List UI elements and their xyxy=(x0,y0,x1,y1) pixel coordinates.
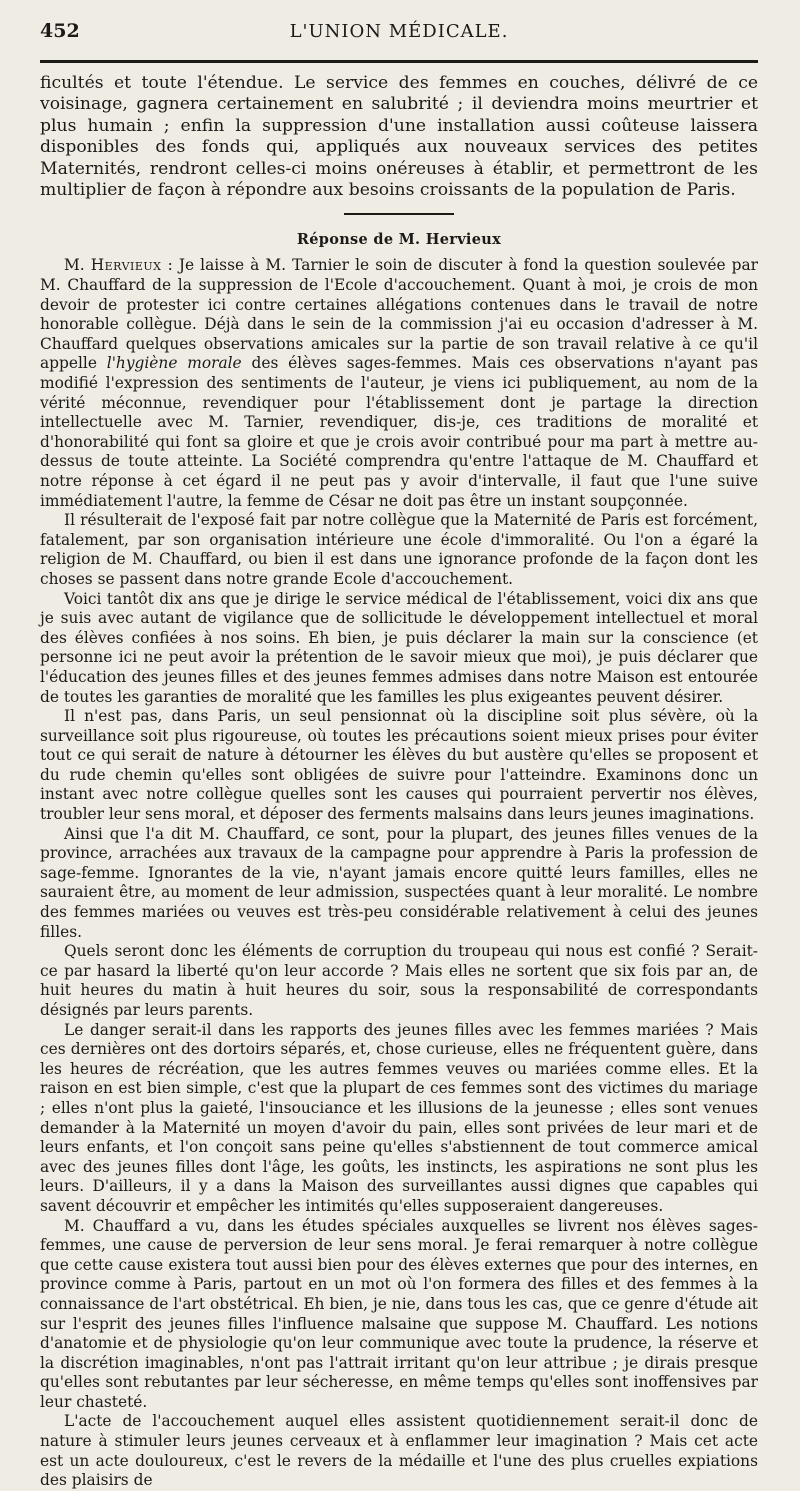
paragraph-hervieux-opening xyxy=(40,256,758,511)
opening-text-1: : Je laisse à M. Tarnier le soin de discuter à fond la question soulevée par M. Chauffard de la suppression de l'Ecole d'accouchement. Quant à moi, je crois de mon devoir de protester ici contre certaines allégations contenues dans le travail de notre honorable collègue. Déjà dans le sein de la commission j'ai eu occasion d'adresser à M. Chauffard quelques observations amicales sur la partie de son travail relative à ce qu'il appelle xyxy=(40,256,759,373)
running-head xyxy=(40,20,758,54)
paragraph: M. Chauffard a vu, dans les études spéciales auxquelles se livrent nos élèves sages-femmes, une cause de perversion de leur sens moral. Je ferai remarquer à notre collègue que cette cause existera tout aussi bien pour des élèves externes que pour des internes, en province comme à Paris, partout en un mot où l'on formera des filles et des femmes à la connaissance de l'art obstétrical. Eh bien, je nie, dans tous les cas, que ce genre d'étude ait sur l'esprit des jeunes filles l'influence malsaine que suppose M. Chauffard. Les notions d'anatomie et de physiologie qu'on leur communique avec toute la prudence, la réserve et la discrétion imaginables, n'ont pas l'attrait irritant qu'on leur attribue ; je dirais presque qu'elles sont rebutantes par leur sécheresse, en même temps qu'elles sont inoffensives par leur chasteté. xyxy=(40,1216,758,1411)
article-body xyxy=(40,256,758,1490)
paragraph: Le danger serait-il dans les rapports des jeunes filles avec les femmes mariées ? Mais ces dernières ont des dortoirs séparés, et, chose curieuse, elles ne fréquentent guère, dans les heures de récréation, que les autres femmes veuves ou mariées comme elles. Et la raison en est bien simple, c'est que la plupart de ces femmes sont des victimes du mariage ; elles n'ont plus la gaieté, l'insouciance et les illusions de la jeunesse ; elles sont venues demander à la Maternité un moyen d'avoir du pain, elles sont privées de leur mari et de leurs enfants, et l'on conçoit sans peine qu'elles s'abstiennent de tout commerce amical avec des jeunes filles dont l'âge, les goûts, les instincts, les aspirations ne sont plus les leurs. D'ailleurs, il y a dans la Maison des surveillantes aussi dignes que capables qui savent découvrir et empêcher les intimités qu'elles supposeraient dangereuses. xyxy=(40,1020,758,1215)
paragraph: Voici tantôt dix ans que je dirige le service médical de l'établissement, voici dix ans que je suis avec autant de vigilance que de sollicitude le développement intellectuel et moral des élèves confiées à nos soins. Eh bien, je puis déclarer la main sur la conscience (et personne ici ne peut avoir la prétention de le savoir mieux que moi), je puis déclarer que l'éducation des jeunes filles et des jeunes femmes admises dans notre Maison est entourée de toutes les garanties de moralité que les familles les plus exigeantes peuvent désirer. xyxy=(40,589,758,706)
paragraph: Ainsi que l'a dit M. Chauffard, ce sont, pour la plupart, des jeunes filles venues de la province, arrachées aux travaux de la campagne pour apprendre à Paris la profession de sage-femme. Ignorantes de la vie, n'ayant jamais encore quitté leurs familles, elles ne sauraient être, au moment de leur admission, suspectées quant à leur moralité. Le nombre des femmes mariées ou veuves est très-peu considérable relativement à celui des jeunes filles. xyxy=(40,824,758,941)
page-number: 452 xyxy=(40,20,80,42)
section-title: Réponse de M. Hervieux xyxy=(296,231,502,249)
opening-text-2: des élèves sages-femmes. Mais ces observations n'ayant pas modifié l'expression des sentiments de l'auteur, je viens ici publiquement, au nom de la vérité méconnue, revendiquer pour l'établissement dont je partage la direction intellectuelle avec M. Tarnier, revendiquer, dis-je, ces traditions de moralité et d'honorabilité qui font sa gloire et que je crois avoir contribué pour ma part à mettre au-dessus de toute atteinte. La Société comprendra qu'entre l'attaque de M. Chauffard et notre réponse à cet égard il ne peut pas y avoir d'intervalle, il faut que l'une suive immédiatement l'autre, la femme de César ne doit pas être un instant soupçonnée. xyxy=(40,354,758,510)
journal-title: L'UNION MÉDICALE. xyxy=(289,21,509,42)
header-rule xyxy=(40,60,758,63)
paragraph: L'acte de l'accouchement auquel elles assistent quotidiennement serait-il donc de nature à stimuler leurs jeunes cerveaux et à enflammer leur imagination ? Mais cet acte est un acte douloureux, c'est le revers de la médaille et l'une des plus cruelles expiations des plaisirs de xyxy=(40,1412,758,1490)
speaker-prefix: M. xyxy=(64,256,91,275)
lead-paragraph: ficultés et toute l'étendue. Le service des femmes en couches, délivré de ce voisinage, gagnera certainement en salubrité ; il deviendra moins meurtrier et plus humain ; enfin la suppression d'une installation aussi coûteuse laissera disponibles des fonds qui, appliqués aux nouveaux services des petites Maternités, rendront celles-ci moins onéreuses à établir, et permettront de les multiplier de façon à répondre aux besoins croissants de la population de Paris. xyxy=(40,73,758,201)
emphasis-term: l'hygiène morale xyxy=(106,354,242,373)
speaker-name: Hervieux xyxy=(90,256,162,275)
paragraph: Il résulterait de l'exposé fait par notre collègue que la Maternité de Paris est forcément, fatalement, par son organisation intérieure une école d'immoralité. Ou l'on a égaré la religion de M. Chauffard, ou bien il est dans une ignorance profonde de la façon dont les choses se passent dans notre grande Ecole d'accouchement. xyxy=(40,511,758,588)
paragraph: Il n'est pas, dans Paris, un seul pensionnat où la discipline soit plus sévère, où la surveillance soit plus rigoureuse, où toutes les précautions soient mieux prises pour éviter tout ce qui serait de nature à détourner les élèves du but austère qu'elles se proposent et du rude chemin qu'elles sont obligées de suivre pour l'atteindre. Examinons donc un instant avec notre collègue quelles sont les causes qui pourraient pervertir nos élèves, troubler leur sens moral, et déposer des ferments malsains dans leurs jeunes imaginations. xyxy=(40,707,758,824)
paragraph: Quels seront donc les éléments de corruption du troupeau qui nous est confié ? Serait-ce par hasard la liberté qu'on leur accorde ? Mais elles ne sortent que six fois par an, de huit heures du matin à huit heures du soir, sous la responsabilité de correspondants désignés par leurs parents. xyxy=(40,942,758,1019)
section-separator xyxy=(344,213,454,215)
